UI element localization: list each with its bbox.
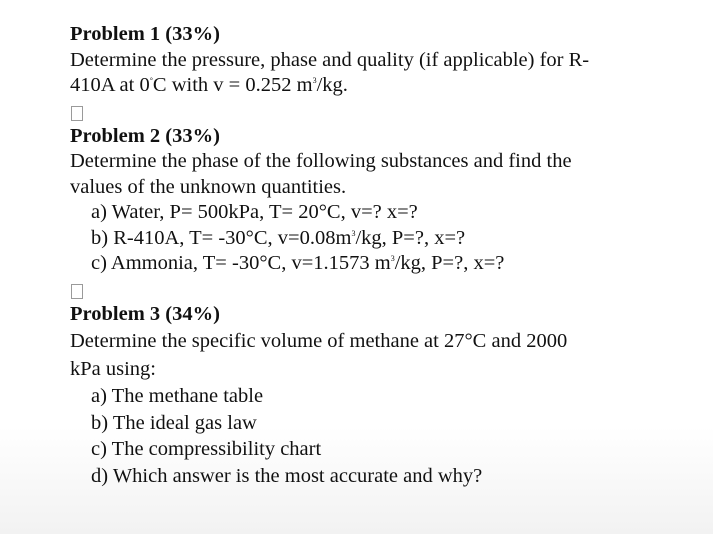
missing-glyph-box-icon xyxy=(71,284,83,299)
problem-1-text-line-2 xyxy=(70,73,670,99)
problem-1-text-part: /kg. xyxy=(316,74,348,96)
problem-3-title: Problem 3 (34%) xyxy=(70,302,220,325)
problem-3-text-line-1: Determine the specific volume of methane at 27°C and 2000 xyxy=(70,330,568,352)
cubic-exponent: 3 xyxy=(351,228,356,238)
document-content xyxy=(70,22,670,489)
problem-1-text-part: C with v = 0.252 m xyxy=(152,74,313,96)
problem-2-text-line-2: values of the unknown quantities. xyxy=(70,175,347,198)
problem-3-text-line-2: kPa using: xyxy=(70,358,156,380)
problem-2-item-a: a) Water, P= 500kPa, T= 20°C, v=? x=? xyxy=(91,201,418,223)
problem-1-text-part: 410A at 0 xyxy=(70,74,150,96)
problem-2-item-c-part: /kg, P=?, x=? xyxy=(394,252,505,274)
problem-2-item-b-part: b) R-410A, T= -30°C, v=0.08m xyxy=(91,226,352,249)
problem-1-title: Problem 1 (33%) xyxy=(70,23,220,45)
problem-2-item-c-part: c) Ammonia, T= -30°C, v=1.1573 m xyxy=(91,252,391,274)
problem-3-item-a: a) The methane table xyxy=(91,385,264,407)
missing-glyph-box-icon xyxy=(71,106,83,121)
problem-2-item-b-part: /kg, P=?, x=? xyxy=(355,226,466,249)
problem-3-item-d: d) Which answer is the most accurate and why? xyxy=(91,464,483,487)
problem-1-text-line-1: Determine the pressure, phase and quality (if applicable) for R- xyxy=(70,48,590,71)
problem-2-item-c xyxy=(70,251,670,277)
problem-3-item-c: c) The compressibility chart xyxy=(91,438,322,460)
problem-2-title: Problem 2 (33%) xyxy=(70,124,220,147)
problem-2-item-b xyxy=(70,226,670,252)
problem-2-text-line-1: Determine the phase of the following substances and find the xyxy=(70,150,572,172)
degree-mark: ° xyxy=(149,76,153,86)
placeholder-row-2 xyxy=(70,277,670,302)
cubic-exponent: 3 xyxy=(390,254,395,264)
problem-3-item-b: b) The ideal gas law xyxy=(91,411,257,434)
cubic-exponent: 3 xyxy=(312,76,317,86)
placeholder-row-1 xyxy=(70,99,670,124)
